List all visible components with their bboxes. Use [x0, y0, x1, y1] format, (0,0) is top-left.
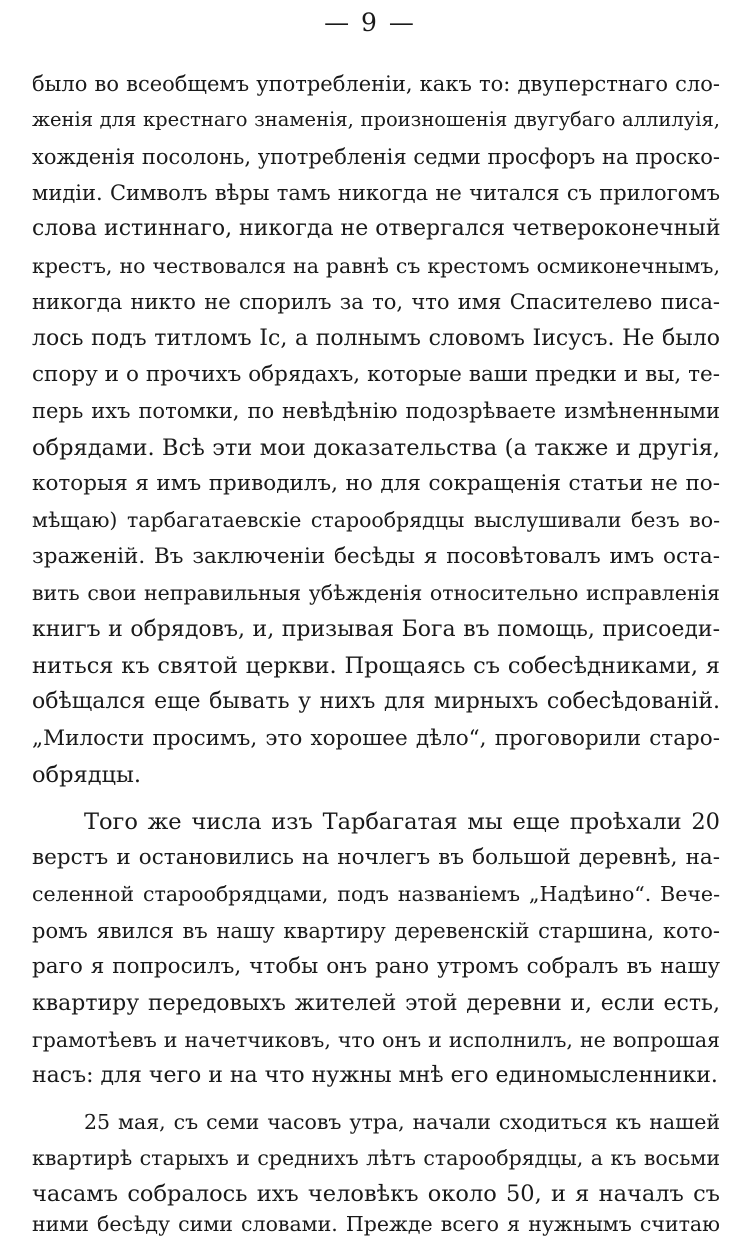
text-line: книгъ и обрядовъ, и, призывая Бога въ помощь, присоеди-: [32, 617, 720, 642]
text-line: квартирѣ старыхъ и среднихъ лѣтъ старообрядцы, а къ восьми: [32, 1146, 720, 1170]
text-line: ниться къ святой церкви. Прощаясь съ собесѣдниками, я: [32, 653, 720, 679]
text-line: „Милости просимъ, это хорошее дѣло“, проговорили старо-: [32, 726, 720, 751]
text-line: насъ: для чего и на что нужны мнѣ его единомысленники.: [32, 1063, 718, 1088]
text-line: зраженій. Въ заключеніи бесѣды я посовѣтовалъ имъ оста-: [32, 544, 720, 569]
text-line: раго я попросилъ, чтобы онъ рано утромъ собралъ въ нашу: [32, 954, 720, 979]
text-line: ними бесѣду сими словами. Прежде всего я нужнымъ считаю: [32, 1212, 720, 1236]
text-line: которыя я имъ приводилъ, но для сокращенія статьи не по-: [32, 471, 720, 496]
text-line: часамъ собралось ихъ человѣкъ около 50, и я началъ съ: [32, 1181, 720, 1207]
text-line: было во всеобщемъ употребленіи, какъ то: двуперстнаго сло-: [32, 72, 720, 96]
text-line: селенной старообрядцами, подъ названіемъ „Надѣино“. Вече-: [32, 882, 720, 906]
text-line: перь ихъ потомки, по невѣдѣнію подозрѣваете измѣненными: [32, 399, 720, 423]
text-line: обѣщался еще бывать у нихъ для мирныхъ собесѣдованій.: [32, 689, 720, 714]
text-line: спору и о прочихъ обрядахъ, которые ваши предки и вы, те-: [32, 362, 720, 387]
text-line: ромъ явился въ нашу квартиру деревенскій старшина, кото-: [32, 919, 720, 943]
text-line: хожденія посолонь, употребленія седми просфоръ на проско-: [32, 145, 720, 169]
text-line: лось подъ титломъ Іс, а полнымъ словомъ Іисусъ. Не было: [32, 326, 720, 351]
text-line: мидіи. Символъ вѣры тамъ никогда не читался съ прилогомъ: [32, 181, 720, 205]
page-number: — 9 —: [324, 8, 416, 37]
text-line: вить свои неправильныя убѣжденія относительно исправленія: [32, 581, 720, 605]
text-line: крестъ, но чествовался на равнѣ съ крестомъ осмиконечнымъ,: [32, 254, 720, 278]
text-line: обрядами. Всѣ эти мои доказательства (а также и другія,: [32, 435, 720, 461]
text-line: грамотѣевъ и начетчиковъ, что онъ и исполнилъ, не вопрошая: [32, 1028, 720, 1052]
text-line: 25 мая, съ семи часовъ утра, начали сходиться къ нашей: [84, 1110, 720, 1134]
text-line: обрядцы.: [32, 762, 142, 788]
text-line: мѣщаю) тарбагатаевскіе старообрядцы выслушивали безъ во-: [32, 508, 720, 532]
text-line: слова истиннаго, никогда не отвергался четвероконечный: [32, 216, 721, 241]
text-line: верстъ и остановились на ночлегъ въ большой деревнѣ, на-: [32, 845, 720, 870]
text-line: никогда никто не спорилъ за то, что имя Спасителево писа-: [32, 290, 720, 314]
text-line: квартиру передовыхъ жителей этой деревни и, если есть,: [32, 991, 720, 1016]
text-line: Того же числа изъ Тарбагатая мы еще проѣхали 20: [84, 809, 720, 835]
text-line: женія для крестнаго знаменія, произношенія двугубаго аллилуія,: [32, 108, 720, 131]
